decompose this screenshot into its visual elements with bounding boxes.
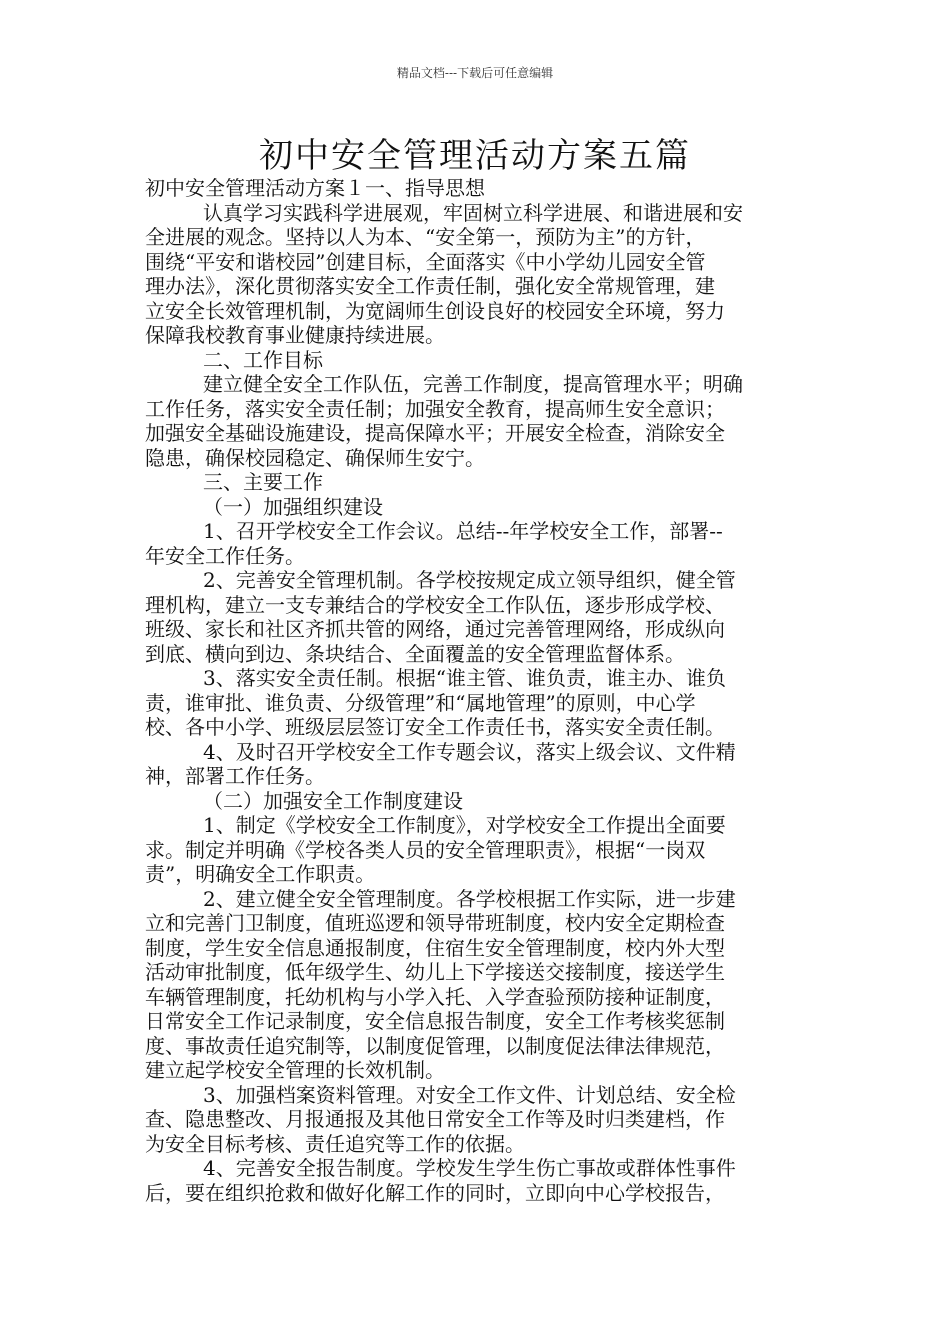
text-line: （一）加强组织建设	[203, 494, 383, 519]
text-line: 后，要在组织抢救和做好化解工作的同时，立即向中心学校报告，	[145, 1180, 725, 1205]
text-line: 日常安全工作记录制度，安全信息报告制度，安全工作考核奖惩制	[145, 1009, 725, 1033]
text-line: 求。制定并明确《学校各类人员的安全管理职责》，根据“一岗双	[145, 837, 706, 862]
text-line: 度、事故责任追究制等，以制度促管理，以制度促法律法律规范，	[145, 1033, 725, 1058]
text-line: 活动审批制度，低年级学生、幼儿上下学接送交接制度，接送学生	[145, 960, 725, 984]
text-line: 三、主要工作	[203, 470, 323, 494]
text-line: （二）加强安全工作制度建设	[203, 788, 463, 813]
text-line: 4、及时召开学校安全工作专题会议，落实上级会议、文件精	[203, 739, 736, 764]
text-line: 年安全工作任务。	[145, 543, 305, 568]
text-line: 围绕“平安和谐校园”创建目标，全面落实《中小学幼儿园安全管	[145, 249, 706, 274]
text-line: 2、建立健全安全管理制度。各学校根据工作实际，进一步建	[203, 886, 736, 911]
text-line: 全进展的观念。坚持以人为本、“安全第一，预防为主”的方针，	[145, 225, 706, 249]
text-line: 3、落实安全责任制。根据“谁主管、谁负责，谁主办、谁负	[203, 666, 726, 690]
text-line: 1、制定《学校安全工作制度》，对学校安全工作提出全面要	[203, 813, 726, 837]
text-line: 认真学习实践科学进展观，牢固树立科学进展、和谐进展和安	[203, 200, 743, 225]
text-line: 初中安全管理活动方案１一、指导思想	[145, 176, 485, 200]
text-line: 建立起学校安全管理的长效机制。	[145, 1058, 445, 1082]
text-line: 责，谁审批、谁负责、分级管理”和“属地管理”的原则，中心学	[145, 690, 696, 715]
text-line: 理机构，建立一支专兼结合的学校安全工作队伍，逐步形成学校、	[145, 592, 725, 617]
text-line: 责”，明确安全工作职责。	[145, 862, 376, 886]
header-note: 精品文档---下载后可任意编辑	[396, 66, 554, 80]
text-line: 查、隐患整改、月报通报及其他日常安全工作等及时归类建档，作	[145, 1107, 725, 1131]
text-line: 工作任务，落实安全责任制；加强安全教育，提高师生安全意识；	[145, 396, 725, 421]
text-line: 立和完善门卫制度，值班巡逻和领导带班制度，校内安全定期检查	[145, 911, 725, 935]
text-line: 车辆管理制度，托幼机构与小学入托、入学查验预防接种证制度，	[145, 984, 725, 1009]
text-line: 二、工作目标	[203, 347, 323, 372]
text-line: 立安全长效管理机制，为宽阔师生创设良好的校园安全环境，努力	[145, 298, 725, 323]
text-line: 隐患，确保校园稳定、确保师生安宁。	[145, 445, 485, 470]
text-line: 班级、家长和社区齐抓共管的网络，通过完善管理网络，形成纵向	[145, 617, 725, 641]
text-line: 4、完善安全报告制度。学校发生学生伤亡事故或群体性事件	[203, 1156, 736, 1180]
text-line: 理办法》，深化贯彻落实安全工作责任制，强化安全常规管理，建	[145, 274, 715, 298]
text-line: 制度，学生安全信息通报制度，住宿生安全管理制度，校内外大型	[145, 935, 725, 960]
text-line: 校、各中小学、班级层层签订安全工作责任书，落实安全责任制。	[145, 715, 725, 739]
text-line: 保障我校教育事业健康持续进展。	[145, 323, 445, 347]
text-line: 神，部署工作任务。	[145, 764, 325, 788]
text-line: 3、加强档案资料管理。对安全工作文件、计划总结、安全检	[203, 1082, 736, 1107]
text-line: 到底、横向到边、条块结合、全面覆盖的安全管理监督体系。	[145, 641, 685, 666]
text-line: 加强安全基础设施建设，提高保障水平；开展安全检查，消除安全	[145, 421, 725, 445]
text-line: 2、完善安全管理机制。各学校按规定成立领导组织，健全管	[203, 568, 736, 592]
text-line: 为安全目标考核、责任追究等工作的依据。	[145, 1131, 525, 1156]
document-title: 初中安全管理活动方案五篇	[259, 136, 691, 176]
document-body	[145, 176, 807, 1205]
text-line: 建立健全安全工作队伍，完善工作制度，提高管理水平；明确	[203, 372, 743, 396]
text-line: 1、召开学校安全工作会议。总结--年学校安全工作，部署--	[203, 519, 723, 543]
